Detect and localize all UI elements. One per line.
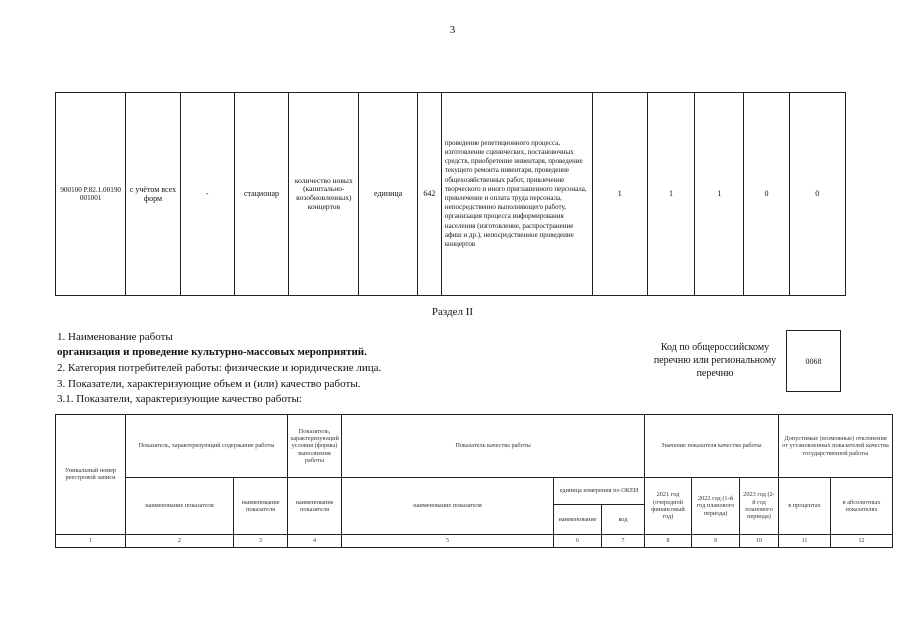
column-numbers-row <box>56 534 893 547</box>
value-cell: 1 <box>647 93 694 296</box>
work-name-label: 1. Наименование работы <box>57 331 173 343</box>
section-title: Раздел II <box>431 306 474 318</box>
page-number: 3 <box>449 24 456 36</box>
header-values: Значение показателя качества работы <box>645 415 779 478</box>
quality-indicators-table <box>55 414 893 548</box>
header-year-2023: 2023 год (2-й год планового периода) <box>740 477 779 534</box>
column-number: 9 <box>692 534 740 547</box>
condition-cell: стационар <box>234 93 288 296</box>
value-cell: 0 <box>744 93 789 296</box>
header-name-condition: наименование показателя <box>288 477 342 534</box>
content-cell: с учётом всех форм <box>126 93 180 296</box>
header-name-indicator: наименование показателя <box>234 477 288 534</box>
header-percent: в процентах <box>779 477 831 534</box>
header-name-quality: наименование показателя <box>342 477 554 534</box>
value-cell: 1 <box>592 93 647 296</box>
column-number: 2 <box>126 534 234 547</box>
header-unit-code: код <box>602 505 645 535</box>
unit-code-cell: 642 <box>417 93 441 296</box>
code-label-line: перечню <box>696 368 734 379</box>
column-number: 12 <box>831 534 893 547</box>
header-unit: единица измерения по ОКЕИ <box>554 477 645 504</box>
header-condition: Показатель, характеризующий условия (формы) выполнения работы <box>288 415 342 478</box>
column-number: 6 <box>554 534 602 547</box>
work-name-value: организация и проведение культурно-массовых мероприятий. <box>57 346 367 358</box>
unit-name-cell: единица <box>359 93 417 296</box>
column-number: 11 <box>779 534 831 547</box>
registry-code-label <box>640 341 790 380</box>
quality-indicators-row-table <box>55 92 846 296</box>
header-unique-number: Уникальный номер реестровой записи <box>56 415 126 535</box>
column-number: 10 <box>740 534 779 547</box>
header-deviation: Допустимые (возможные) отклонения от установленных показателей качества государственной работы <box>779 415 893 478</box>
header-name-indicator: наименование показателя <box>126 477 234 534</box>
code-label-line: перечню или региональному <box>653 355 777 366</box>
header-absolute: в абсолютных показателях <box>831 477 893 534</box>
registry-code-box: 0068 <box>786 330 841 392</box>
column-number: 8 <box>645 534 692 547</box>
indicator-name-cell: количество новых (капитально-возобновленных) концертов <box>289 93 359 296</box>
quality-indicators-heading: 3.1. Показатели, характеризующие качество работы: <box>57 393 302 405</box>
table-row <box>56 93 846 296</box>
value-cell: 1 <box>695 93 744 296</box>
consumer-category: 2. Категория потребителей работы: физические и юридические лица. <box>57 362 382 374</box>
column-number: 3 <box>234 534 288 547</box>
column-number: 5 <box>342 534 554 547</box>
table-header-row <box>56 477 893 504</box>
header-content: Показатель, характеризующий содержание работы <box>126 415 288 478</box>
value-cell: 0 <box>789 93 845 296</box>
content-cell: - <box>180 93 234 296</box>
indicators-heading: 3. Показатели, характеризующие объем и (или) качество работы. <box>57 378 361 390</box>
header-quality: Показатель качества работы <box>342 415 645 478</box>
column-number: 7 <box>602 534 645 547</box>
header-year-2021: 2021 год (очередной финансовый год) <box>645 477 692 534</box>
column-number: 4 <box>288 534 342 547</box>
column-number: 1 <box>56 534 126 547</box>
code-label-line: Код по общероссийскому <box>660 342 770 353</box>
header-year-2022: 2022 год (1-й год планового периода) <box>692 477 740 534</box>
registry-number-cell: 900100 P.82.1.00190 001001 <box>56 93 126 296</box>
table-header-row <box>56 415 893 478</box>
header-unit-name: наименование <box>554 505 602 535</box>
description-cell: проведение репетиционного процесса, изготовление сценических, постановочных средств, приобретение инвентаря, проведение текущего ремонта инвентаря, проведение общехозяйственных работ, привлечение творческого и иного приглашенного персонала, привлечение и оплата труда персонала, непосредственно выполняющего работу, организация процесса информирования населения (изготовление, распространение афиш и др.), непосредственное проведение концертов <box>441 93 592 296</box>
